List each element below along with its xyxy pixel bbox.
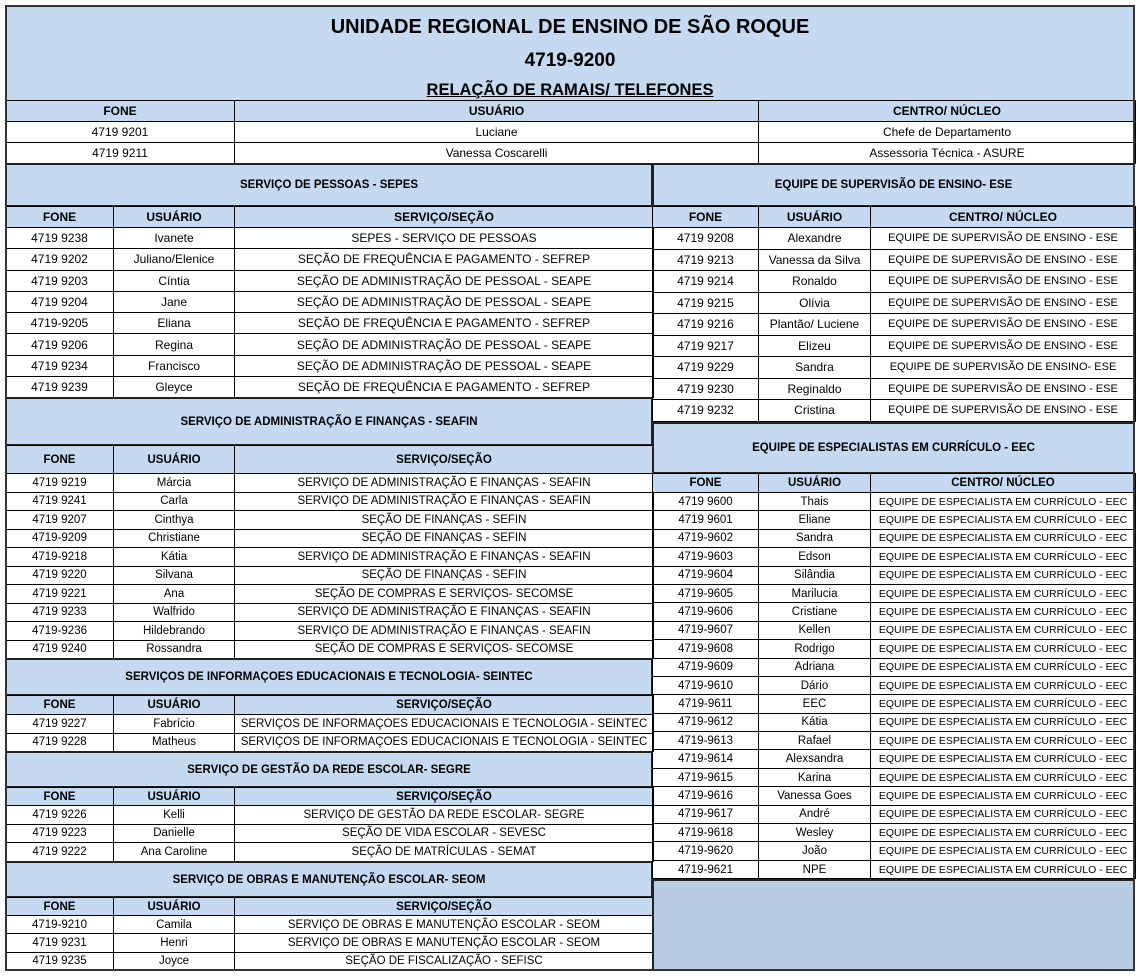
header-fone: FONE (6, 207, 114, 228)
cell-usuario: Sandra (759, 357, 871, 379)
cell-usuario: Vanessa Goes (759, 787, 871, 805)
cell-centro: EQUIPE DE ESPECIALISTA EM CURRÍCULO - EEC (871, 695, 1136, 713)
table-row (653, 713, 1136, 731)
table-row (6, 249, 654, 270)
cell-usuario: Ana Caroline (114, 843, 235, 862)
table-row (653, 584, 1136, 602)
cell-servico: SEÇÃO DE FINANÇAS - SEFIN (235, 511, 654, 530)
cell-fone: 4719 9208 (653, 228, 759, 250)
cell-fone: 4719-9236 (6, 622, 114, 641)
cell-fone: 4719-9616 (653, 787, 759, 805)
cell-fone: 4719 9219 (6, 474, 114, 493)
cell-usuario: Carla (114, 492, 235, 511)
cell-fone: 4719-9620 (653, 842, 759, 860)
eec-table (652, 473, 1135, 879)
cell-servico: SERVIÇOS DE INFORMAÇOES EDUCACIONAIS E TECNOLOGIA - SEINTEC (235, 733, 654, 752)
cell-centro: EQUIPE DE ESPECIALISTA EM CURRÍCULO - EEC (871, 640, 1136, 658)
cell-usuario: Márcia (114, 474, 235, 493)
cell-fone: 4719 9234 (6, 355, 114, 376)
section-title-seafin: SERVIÇO DE ADMINISTRAÇÃO E FINANÇAS - SEAFIN (5, 397, 653, 446)
cell-fone: 4719 9211 (6, 143, 235, 164)
cell-fone: 4719-9621 (653, 860, 759, 878)
seintec-table (5, 695, 653, 752)
cell-servico: SERVIÇO DE OBRAS E MANUTENÇÃO ESCOLAR - SEOM (235, 916, 654, 934)
cell-fone: 4719-9610 (653, 676, 759, 694)
table-row (653, 378, 1136, 400)
cell-fone: 4719 9600 (653, 493, 759, 511)
header-fone: FONE (6, 446, 114, 474)
header-usuario: USUÁRIO (114, 446, 235, 474)
cell-fone: 4719 9232 (653, 400, 759, 422)
cell-servico: SERVIÇO DE GESTÃO DA REDE ESCOLAR- SEGRE (235, 806, 654, 825)
cell-centro: EQUIPE DE ESPECIALISTA EM CURRÍCULO - EEC (871, 713, 1136, 731)
cell-fone: 4719 9241 (6, 492, 114, 511)
cell-servico: SEÇÃO DE FINANÇAS - SEFIN (235, 566, 654, 585)
cell-fone: 4719 9226 (6, 806, 114, 825)
table-row (6, 270, 654, 291)
table-header-row (653, 207, 1136, 228)
section-title-sepes: SERVIÇO DE PESSOAS - SEPES (5, 163, 653, 207)
table-row (653, 292, 1136, 314)
table-row (6, 622, 654, 641)
header-fone: FONE (653, 474, 759, 493)
cell-fone: 4719 9220 (6, 566, 114, 585)
header-usuario: USUÁRIO (114, 898, 235, 916)
table-row (6, 824, 654, 843)
table-row (6, 548, 654, 567)
cell-usuario: Elizeu (759, 335, 871, 357)
cell-centro: EQUIPE DE ESPECIALISTA EM CURRÍCULO - EEC (871, 842, 1136, 860)
cell-usuario: Gleyce (114, 377, 235, 398)
cell-usuario: Ronaldo (759, 271, 871, 293)
cell-centro: EQUIPE DE ESPECIALISTA EM CURRÍCULO - EEC (871, 768, 1136, 786)
cell-fone: 4719 9239 (6, 377, 114, 398)
table-row (6, 640, 654, 659)
cell-fone: 4719 9227 (6, 715, 114, 734)
cell-servico: SEÇÃO DE VIDA ESCOLAR - SEVESC (235, 824, 654, 843)
cell-fone: 4719 9216 (653, 314, 759, 336)
cell-usuario: EEC (759, 695, 871, 713)
table-header-row (6, 207, 654, 228)
cell-fone: 4719-9205 (6, 313, 114, 334)
cell-fone: 4719 9207 (6, 511, 114, 530)
cell-centro: Chefe de Departamento (759, 122, 1136, 143)
cell-usuario: Rafael (759, 732, 871, 750)
table-header-row (6, 898, 654, 916)
cell-centro: EQUIPE DE SUPERVISÃO DE ENSINO - ESE (871, 314, 1136, 336)
cell-usuario: Plantão/ Luciene (759, 314, 871, 336)
header-servico: SERVIÇO/SEÇÃO (235, 898, 654, 916)
cell-fone: 4719-9605 (653, 584, 759, 602)
header-usuario: USUÁRIO (759, 474, 871, 493)
cell-usuario: Alexandre (759, 228, 871, 250)
cell-centro: EQUIPE DE ESPECIALISTA EM CURRÍCULO - EEC (871, 805, 1136, 823)
cell-servico: SEÇÃO DE FREQUÊNCIA E PAGAMENTO - SEFREP (235, 249, 654, 270)
cell-fone: 4719-9618 (653, 824, 759, 842)
cell-fone: 4719-9612 (653, 713, 759, 731)
cell-usuario: Vanessa da Silva (759, 249, 871, 271)
cell-centro: EQUIPE DE ESPECIALISTA EM CURRÍCULO - EEC (871, 584, 1136, 602)
cell-usuario: Juliano/Elenice (114, 249, 235, 270)
cell-fone: 4719-9614 (653, 750, 759, 768)
cell-centro: EQUIPE DE ESPECIALISTA EM CURRÍCULO - EEC (871, 511, 1136, 529)
table-row (653, 842, 1136, 860)
table-row (653, 805, 1136, 823)
header-usuario: USUÁRIO (235, 101, 759, 122)
cell-centro: Assessoria Técnica - ASURE (759, 143, 1136, 164)
cell-usuario: Rodrigo (759, 640, 871, 658)
cell-servico: SEÇÃO DE FINANÇAS - SEFIN (235, 529, 654, 548)
cell-usuario: Cristiane (759, 603, 871, 621)
cell-centro: EQUIPE DE SUPERVISÃO DE ENSINO - ESE (871, 292, 1136, 314)
cell-usuario: Adriana (759, 658, 871, 676)
cell-centro: EQUIPE DE ESPECIALISTA EM CURRÍCULO - EEC (871, 566, 1136, 584)
cell-fone: 4719-9218 (6, 548, 114, 567)
cell-usuario: Alexsandra (759, 750, 871, 768)
table-row (653, 621, 1136, 639)
cell-fone: 4719 9206 (6, 334, 114, 355)
table-row (6, 511, 654, 530)
cell-servico: SEÇÃO DE FREQUÊNCIA E PAGAMENTO - SEFREP (235, 377, 654, 398)
cell-servico: SERVIÇOS DE INFORMAÇOES EDUCACIONAIS E TECNOLOGIA - SEINTEC (235, 715, 654, 734)
cell-centro: EQUIPE DE ESPECIALISTA EM CURRÍCULO - EEC (871, 676, 1136, 694)
table-row (653, 750, 1136, 768)
header-centro: CENTRO/ NÚCLEO (871, 474, 1136, 493)
section-title-segre: SERVIÇO DE GESTÃO DA REDE ESCOLAR- SEGRE (5, 751, 653, 788)
cell-fone: 4719-9602 (653, 529, 759, 547)
table-row (6, 952, 654, 970)
table-row (6, 566, 654, 585)
table-row (6, 585, 654, 604)
cell-usuario: Francisco (114, 355, 235, 376)
cell-usuario: Luciane (235, 122, 759, 143)
cell-usuario: Kelli (114, 806, 235, 825)
cell-usuario: Eliana (114, 313, 235, 334)
cell-usuario: Eliane (759, 511, 871, 529)
table-row (653, 787, 1136, 805)
cell-centro: EQUIPE DE SUPERVISÃO DE ENSINO - ESE (871, 249, 1136, 271)
header-servico: SERVIÇO/SEÇÃO (235, 446, 654, 474)
header-usuario: USUÁRIO (114, 207, 235, 228)
table-row (6, 916, 654, 934)
cell-centro: EQUIPE DE ESPECIALISTA EM CURRÍCULO - EEC (871, 621, 1136, 639)
cell-usuario: Silvana (114, 566, 235, 585)
cell-usuario: Danielle (114, 824, 235, 843)
table-header-row (6, 788, 654, 806)
cell-usuario: Thais (759, 493, 871, 511)
cell-fone: 4719-9615 (653, 768, 759, 786)
cell-fone: 4719-9603 (653, 548, 759, 566)
cell-centro: EQUIPE DE SUPERVISÃO DE ENSINO - ESE (871, 335, 1136, 357)
table-row (6, 715, 654, 734)
seafin-table (5, 445, 653, 659)
cell-fone: 4719 9238 (6, 228, 114, 249)
cell-fone: 4719 9202 (6, 249, 114, 270)
cell-centro: EQUIPE DE ESPECIALISTA EM CURRÍCULO - EEC (871, 658, 1136, 676)
ese-table (652, 206, 1135, 422)
cell-centro: EQUIPE DE SUPERVISÃO DE ENSINO- ESE (871, 357, 1136, 379)
cell-servico: SERVIÇO DE OBRAS E MANUTENÇÃO ESCOLAR - SEOM (235, 934, 654, 952)
cell-usuario: Fabrício (114, 715, 235, 734)
cell-fone: 4719 9222 (6, 843, 114, 862)
cell-servico: SEÇÃO DE FISCALIZAÇÃO - SEFISC (235, 952, 654, 970)
cell-centro: EQUIPE DE SUPERVISÃO DE ENSINO - ESE (871, 228, 1136, 250)
cell-fone: 4719 9228 (6, 733, 114, 752)
table-row (653, 768, 1136, 786)
table-row (653, 314, 1136, 336)
cell-servico: SERVIÇO DE ADMINISTRAÇÃO E FINANÇAS - SEAFIN (235, 548, 654, 567)
cell-fone: 4719 9203 (6, 270, 114, 291)
cell-servico: SERVIÇO DE ADMINISTRAÇÃO E FINANÇAS - SEAFIN (235, 474, 654, 493)
header-fone: FONE (6, 788, 114, 806)
cell-fone: 4719 9217 (653, 335, 759, 357)
cell-usuario: Hildebrando (114, 622, 235, 641)
cell-servico: SEÇÃO DE COMPRAS E SERVIÇOS- SECOMSE (235, 585, 654, 604)
cell-usuario: Jane (114, 291, 235, 312)
cell-servico: SERVIÇO DE ADMINISTRAÇÃO E FINANÇAS - SEAFIN (235, 622, 654, 641)
title-banner (5, 5, 1135, 101)
header-centro: CENTRO/ NÚCLEO (871, 207, 1136, 228)
cell-fone: 4719 9215 (653, 292, 759, 314)
cell-fone: 4719-9210 (6, 916, 114, 934)
table-row (6, 733, 654, 752)
cell-usuario: Kátia (759, 713, 871, 731)
section-title-ese: EQUIPE DE SUPERVISÃO DE ENSINO- ESE (652, 163, 1135, 207)
cell-fone: 4719 9201 (6, 122, 235, 143)
table-row (6, 122, 1136, 143)
table-row (6, 474, 654, 493)
cell-servico: SEÇÃO DE ADMINISTRAÇÃO DE PESSOAL - SEAPE (235, 270, 654, 291)
header-centro: CENTRO/ NÚCLEO (759, 101, 1136, 122)
table-row (6, 843, 654, 862)
table-row (6, 313, 654, 334)
cell-fone: 4719 9601 (653, 511, 759, 529)
table-row (6, 934, 654, 952)
cell-usuario: Matheus (114, 733, 235, 752)
table-header-row (6, 446, 654, 474)
cell-centro: EQUIPE DE SUPERVISÃO DE ENSINO - ESE (871, 271, 1136, 293)
header-usuario: USUÁRIO (114, 696, 235, 715)
cell-usuario: Vanessa Coscarelli (235, 143, 759, 164)
cell-usuario: Reginaldo (759, 378, 871, 400)
cell-fone: 4719 9233 (6, 603, 114, 622)
cell-usuario: Henri (114, 934, 235, 952)
header-fone: FONE (653, 207, 759, 228)
cell-servico: SERVIÇO DE ADMINISTRAÇÃO E FINANÇAS - SEAFIN (235, 492, 654, 511)
table-row (6, 291, 654, 312)
cell-fone: 4719 9231 (6, 934, 114, 952)
cell-servico: SEÇÃO DE ADMINISTRAÇÃO DE PESSOAL - SEAPE (235, 355, 654, 376)
cell-centro: EQUIPE DE ESPECIALISTA EM CURRÍCULO - EEC (871, 732, 1136, 750)
cell-usuario: Kátia (114, 548, 235, 567)
cell-usuario: Regina (114, 334, 235, 355)
cell-servico: SEÇÃO DE COMPRAS E SERVIÇOS- SECOMSE (235, 640, 654, 659)
cell-usuario: Karina (759, 768, 871, 786)
table-row (653, 640, 1136, 658)
header-usuario: USUÁRIO (114, 788, 235, 806)
table-row (6, 143, 1136, 164)
cell-fone: 4719 9235 (6, 952, 114, 970)
cell-centro: EQUIPE DE ESPECIALISTA EM CURRÍCULO - EEC (871, 824, 1136, 842)
header-servico: SERVIÇO/SEÇÃO (235, 788, 654, 806)
table-row (6, 529, 654, 548)
cell-usuario: André (759, 805, 871, 823)
cell-fone: 4719-9609 (653, 658, 759, 676)
cell-fone: 4719-9617 (653, 805, 759, 823)
table-row (653, 566, 1136, 584)
empty-filler-area (652, 879, 1135, 971)
cell-fone: 4719-9613 (653, 732, 759, 750)
table-row (653, 658, 1136, 676)
cell-usuario: Dário (759, 676, 871, 694)
table-row (653, 357, 1136, 379)
cell-centro: EQUIPE DE ESPECIALISTA EM CURRÍCULO - EEC (871, 787, 1136, 805)
cell-centro: EQUIPE DE ESPECIALISTA EM CURRÍCULO - EEC (871, 493, 1136, 511)
cell-usuario: Cíntia (114, 270, 235, 291)
page-subtitle: RELAÇÃO DE RAMAIS/ TELEFONES (426, 81, 714, 99)
table-row (6, 334, 654, 355)
cell-usuario: Olívia (759, 292, 871, 314)
table-row (6, 806, 654, 825)
cell-usuario: Camila (114, 916, 235, 934)
cell-servico: SEÇÃO DE FREQUÊNCIA E PAGAMENTO - SEFREP (235, 313, 654, 334)
table-row (653, 529, 1136, 547)
cell-servico: SEPES - SERVIÇO DE PESSOAS (235, 228, 654, 249)
table-row (653, 271, 1136, 293)
cell-fone: 4719-9608 (653, 640, 759, 658)
header-usuario: USUÁRIO (759, 207, 871, 228)
cell-usuario: João (759, 842, 871, 860)
page-title: UNIDADE REGIONAL DE ENSINO DE SÃO ROQUE (330, 16, 810, 38)
table-row (6, 492, 654, 511)
table-row (6, 228, 654, 249)
cell-usuario: Edson (759, 548, 871, 566)
segre-table (5, 787, 653, 862)
cell-usuario: Marilucia (759, 584, 871, 602)
cell-centro: EQUIPE DE SUPERVISÃO DE ENSINO - ESE (871, 400, 1136, 422)
cell-servico: SERVIÇO DE ADMINISTRAÇÃO E FINANÇAS - SEAFIN (235, 603, 654, 622)
table-row (6, 377, 654, 398)
cell-centro: EQUIPE DE ESPECIALISTA EM CURRÍCULO - EEC (871, 529, 1136, 547)
cell-usuario: NPE (759, 860, 871, 878)
table-row (653, 676, 1136, 694)
table-row (653, 548, 1136, 566)
directors-table (5, 100, 1135, 164)
cell-fone: 4719 9223 (6, 824, 114, 843)
cell-fone: 4719 9240 (6, 640, 114, 659)
header-servico: SERVIÇO/SEÇÃO (235, 207, 654, 228)
header-fone: FONE (6, 898, 114, 916)
cell-usuario: Wesley (759, 824, 871, 842)
cell-centro: EQUIPE DE SUPERVISÃO DE ENSINO - ESE (871, 378, 1136, 400)
cell-usuario: Kellen (759, 621, 871, 639)
cell-usuario: Cristina (759, 400, 871, 422)
table-header-row (6, 696, 654, 715)
cell-servico: SEÇÃO DE ADMINISTRAÇÃO DE PESSOAL - SEAPE (235, 334, 654, 355)
cell-fone: 4719 9221 (6, 585, 114, 604)
seom-table (5, 897, 653, 971)
table-row (653, 493, 1136, 511)
table-row (653, 732, 1136, 750)
cell-servico: SEÇÃO DE ADMINISTRAÇÃO DE PESSOAL - SEAPE (235, 291, 654, 312)
cell-fone: 4719 9229 (653, 357, 759, 379)
section-title-seintec: SERVIÇOS DE INFORMAÇOES EDUCACIONAIS E TECNOLOGIA- SEINTEC (5, 658, 653, 696)
cell-centro: EQUIPE DE ESPECIALISTA EM CURRÍCULO - EEC (871, 548, 1136, 566)
table-row (653, 511, 1136, 529)
cell-centro: EQUIPE DE ESPECIALISTA EM CURRÍCULO - EEC (871, 603, 1136, 621)
cell-centro: EQUIPE DE ESPECIALISTA EM CURRÍCULO - EEC (871, 860, 1136, 878)
header-fone: FONE (6, 696, 114, 715)
table-row (653, 603, 1136, 621)
table-row (653, 228, 1136, 250)
cell-fone: 4719 9213 (653, 249, 759, 271)
main-phone: 4719-9200 (524, 50, 616, 71)
header-fone: FONE (6, 101, 235, 122)
table-row (653, 695, 1136, 713)
cell-centro: EQUIPE DE ESPECIALISTA EM CURRÍCULO - EEC (871, 750, 1136, 768)
cell-fone: 4719-9604 (653, 566, 759, 584)
table-row (653, 400, 1136, 422)
table-row (6, 355, 654, 376)
cell-usuario: Rossandra (114, 640, 235, 659)
cell-fone: 4719 9230 (653, 378, 759, 400)
cell-fone: 4719-9606 (653, 603, 759, 621)
cell-usuario: Walfrido (114, 603, 235, 622)
cell-usuario: Cinthya (114, 511, 235, 530)
table-row (653, 335, 1136, 357)
cell-usuario: Joyce (114, 952, 235, 970)
cell-usuario: Ana (114, 585, 235, 604)
table-row (653, 824, 1136, 842)
cell-usuario: Silândia (759, 566, 871, 584)
cell-fone: 4719 9204 (6, 291, 114, 312)
cell-usuario: Ivanete (114, 228, 235, 249)
cell-usuario: Christiane (114, 529, 235, 548)
table-header-row (653, 474, 1136, 493)
cell-fone: 4719 9214 (653, 271, 759, 293)
table-row (653, 249, 1136, 271)
cell-fone: 4719-9209 (6, 529, 114, 548)
section-title-seom: SERVIÇO DE OBRAS E MANUTENÇÃO ESCOLAR- SEOM (5, 861, 653, 898)
table-row (6, 603, 654, 622)
table-header-row (6, 101, 1136, 122)
cell-usuario: Sandra (759, 529, 871, 547)
cell-fone: 4719-9607 (653, 621, 759, 639)
header-servico: SERVIÇO/SEÇÃO (235, 696, 654, 715)
cell-servico: SEÇÃO DE MATRÍCULAS - SEMAT (235, 843, 654, 862)
table-row (653, 860, 1136, 878)
sepes-table (5, 206, 653, 398)
section-title-eec: EQUIPE DE ESPECIALISTAS EM CURRÍCULO - EEC (652, 422, 1135, 474)
cell-fone: 4719-9611 (653, 695, 759, 713)
